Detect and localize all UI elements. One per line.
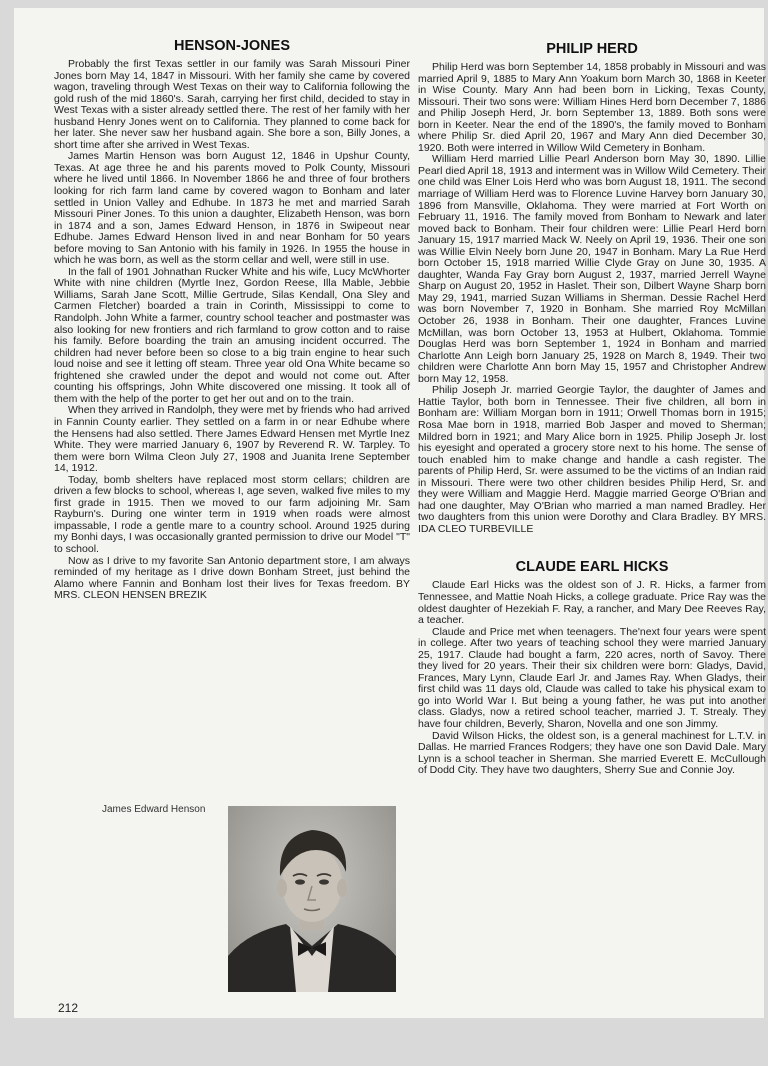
paragraph: David Wilson Hicks, the oldest son, is a general machinest for L.T.V. in Dallas. He married Frances Rodgers; they have one son David Dale. Mary Lynn is a school teacher in Sherman. She married Everett E. McCullough of Dodd City. They have two daughters, Sherry Sue and Connie Joy. <box>418 729 766 777</box>
paragraph: In the fall of 1901 Johnathan Rucker White and his wife, Lucy McWhorter White with nine children (Myrtle Inez, Gordon Reese, Illa Mable, Jebbie Williams, Sarah Jane Scott, Millie Gertrude, Silas Kendall, Ona Sley and Carmen Fletcher) boarded a train in Corinth, Mississippi to come to Randolph. John White a farmer, country school teacher and postmaster was also looking for new frontiers and rich farmland to grow cotton and to raise his family. Before boarding the train an amusing incident occurred. The children had never before been so close to a big train engine to hear such loud noise and see it letting off steam. Three year old Ona White became so frightened she crawled under the depot and would not come out. After counting his offsprings, John White discovered one missing. It took all of them with the help of the porter to get her out and on to the train. <box>54 265 410 405</box>
paragraph: Now as I drive to my favorite San Antonio department store, I am always reminded of my heritage as I drive down Bonham Street, just behind the Alamo where Fannin and Bonham lost their lives for Texas freedom. BY MRS. CLEON HENSEN BREZIK <box>54 554 410 602</box>
paragraph: When they arrived in Randolph, they were met by friends who had arrived in Fannin County earlier. They settled on a farm in or near Edhube where the Hensens had also settled. There James Edward Hensen met Myrtle Inez White. They were married January 6, 1907 by Reverend R. W. Tarpley. To them were born Wilma Cleon July 27, 1908 and Juanita Irene September 14, 1912. <box>54 404 411 475</box>
left-column <box>54 38 410 602</box>
paragraph: Claude Earl Hicks was the oldest son of J. R. Hicks, a farmer from Tennessee, and Mattie Noah Hicks, a college graduate. Price Ray was the oldest daughter of Hezekiah F. Ray, a rancher, and Mary Dee Reeves Ray, a teacher. <box>418 579 766 627</box>
paragraph: Philip Herd was born September 14, 1858 probably in Missouri and was married April 9, 1885 to Mary Ann Yoakum born March 30, 1868 in Keeter in Wise County. Mary Ann had been born in Licking, Texas County, Missouri. Their two sons were: William Hines Herd born December 7, 1886 and Philip Joseph Herd, Jr. born September 13, 1889. Both sons were born in Keeter. Near the end of the 1890's, the family moved to Bonham where Philip Sr. died April 20, 1967 and Mary Ann died December 30, 1920. Both were interred in Willow Wild Cemetery in Bonham. <box>418 61 766 154</box>
portrait-photo <box>228 806 396 992</box>
portrait-illustration <box>228 806 396 992</box>
heading-philip-herd: PHILIP HERD <box>546 41 638 57</box>
page-number: 212 <box>58 1001 79 1015</box>
photo-caption: James Edward Henson <box>102 804 206 815</box>
paragraph: Probably the first Texas settler in our family was Sarah Missouri Piner Jones born May 14, 1847 in Missouri. With her family she came by covered wagon, traveling through West Texas on their way to California following the gold rush of the mid 1860's. Sarah, carrying her first child, decided to stay in West Texas with a sister already settled there. The rest of her family with her husband Henry Jones went on to California. They planned to come back for her later. She never saw her husband again. She bore a son, Billy Jones, a short time after she arrived in West Texas. <box>54 58 410 151</box>
paragraph: William Herd married Lillie Pearl Anderson born May 30, 1890. Lillie Pearl died April 18, 1913 and interment was in Willow Wild Cemetery. Their one child was Elner Lois Herd who was born August 18, 1911. The second marriage of William Herd was to Florence Luvine Harvey born January 30, 1896 from Mansville, Oklahoma. They were married at Fort Worth on February 11, 1916. The family moved from Bonham to Newark and later moved back to Bonham. Their four children were: Lillie Pearl Herd born January 15, 1917 married Mack W. Neely on April 19, 1936. Their one son was Willie Elvin Neely born June 20, 1947 in Bonham. Mary La Rue Herd born October 15, 1918 married Willie Clyde Gray on June 30, 1935. A daughter, Wanda Fay Gray born August 2, 1937, married Jerrell Wayne Sharp on August 20, 1952 in Haslet. Their son, Dilbert Wayne Sharp born May 29, 1941, married Suzan Williams in Sherman. Dessie Rachel Herd was born November 7, 1920 in Bonham. She married Roy McMillan October 26, 1938 in Bonham. Their one daughter, Frances Luvine McMillan, was born October 13, 1953 at Hulbert, Oklahoma. Tommie Douglas Herd was born September 1, 1924 in Bonham and married Charlotte Ann Leigh born January 25, 1928 on March 8, 1949. Their two children were Charlotte Ann born May 15, 1957 and Christopher Andrew born May 12, 1958. <box>418 153 767 385</box>
paragraph: Claude and Price met when teenagers. The'next four years were spent in college. After two years of teaching school they were married January 25, 1917. Claude had bought a farm, 220 acres, north of Savoy. There they lived for 20 years. Their their six children were born: Gladys, David, Frances, Mary Lynn, Claude Earl Jr. and James Ray. When Gladys, their first child was 11 days old, Claude was called to take his physical exam to go into World War I. But being a young father, he was put into another class. Gladys, now a retired school teacher, married J. T. Strealy. They have four children, Beverly, Sharon, Novella and one son Jimmy. <box>418 625 766 730</box>
right-column <box>418 41 766 777</box>
heading-henson-jones: HENSON-JONES <box>173 38 291 54</box>
paragraph: Philip Joseph Jr. married Georgie Taylor, the daughter of James and Hattie Taylor, both born in Tennessee. Their five children, all born in Bonham are: William Morgan born in 1911; Orwell Thomas born in 1915; Rosa Mae born in 1918, married Bob Jasper and moved to Sherman; Mildred born in 1921; and Mary Alice born in 1925. Philip Joseph Jr. lost his eyesight and operated a grocery store next to his home. The sense of touch enabled him to make change and handle a cash register. The parents of Philip Herd, Sr. were assumed to be the victims of an Indian raid in Missouri. There were two other children besides Philip Herd, Sr. and they were William and Maggie Herd. Maggie married George O'Brian and had one daughter, May O'Brian who married a man named Bradley. Her two daughters from this union were Dorothy and Clara Bradley. BY MRS. IDA CLEO TURBEVILLE <box>418 384 766 535</box>
heading-claude-earl-hicks: CLAUDE EARL HICKS <box>515 559 669 576</box>
page <box>14 8 767 1018</box>
paragraph: Today, bomb shelters have replaced most storm cellars; children are driven a few blocks to school, whereas I, age seven, walked five miles to my first grade in 1915. Then we moved to our farm adjoining Mr. Sam Rayburn's. During one winter term in 1919 when roads were almost impassable, I rode a gentle mare to a country school. Around 1925 during my Bonhi days, I was occasionally granted permission to drive our Model "T" to school. <box>54 473 410 555</box>
paragraph: James Martin Henson was born August 12, 1846 in Upshur County, Texas. At age three he and his parents moved to Polk County, Missouri where he lived until 1866. In November 1866 he and three of four brothers looking for rich farm land came by covered wagon to Bonham and later settled in Union Valley and Edhube. In 1873 he met and married Sarah Missouri Piner Jones. To this union a daughter, Elizabeth Henson, was born in 1874 and a son, James Edward Henson, in 1876 in Swipeout near Edhube. James Edward Henson lived in and near Bonham for 50 years before moving to San Antonio with his family in 1926. In 1955 the house in which he was born, as well as the storm cellar and well, were still in use. <box>54 150 410 267</box>
